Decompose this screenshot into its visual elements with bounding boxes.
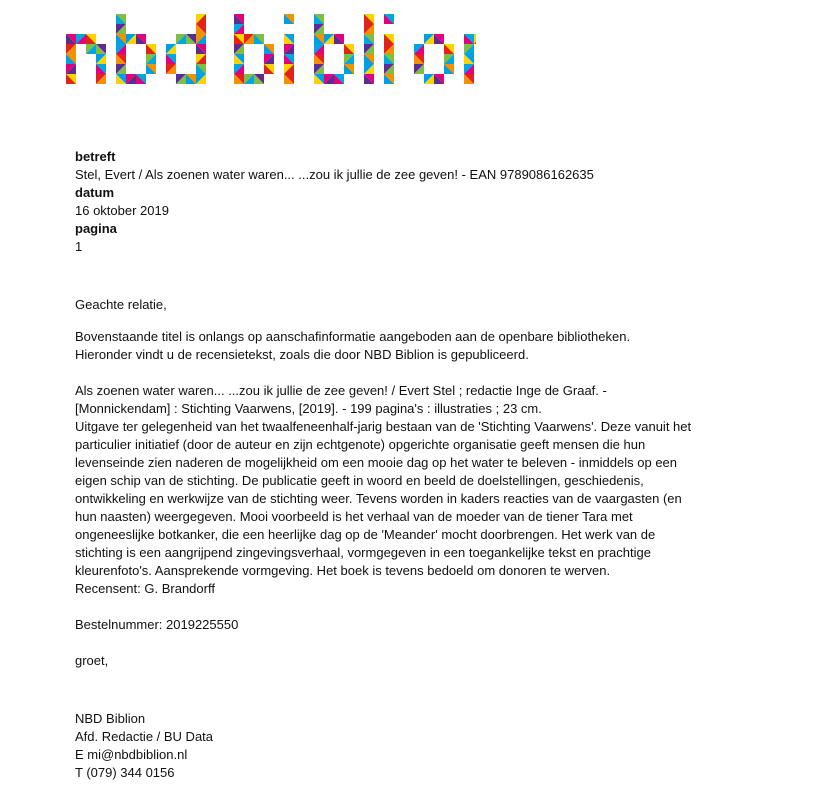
signature-department: Afd. Redactie / BU Data [75, 729, 214, 744]
review-line: eigen schip van de stichting. De publicatie geeft in woord en beeld de doelstellingen, geschiedenis, [75, 473, 644, 488]
review-line: Als zoenen water waren... ...zou ik jullie de zee geven! / Evert Stel ; redactie Inge de Graaf. - [75, 383, 607, 398]
closing: groet, [75, 653, 109, 668]
pagina-value: 1 [75, 239, 83, 254]
review-line: [Monnickendam] : Stichting Vaarwens, [2019]. - 199 pagina's : illustraties ; 23 cm. [75, 401, 542, 416]
review-line: kleurenfoto's. Aansprekende vormgeving. Het boek is tevens bedoeld om donoren te werven. [75, 563, 611, 578]
review-line: levenseinde zien naderen de mogelijkheid om een mooie dag op het water te beleven - inmiddels op een [75, 455, 678, 470]
datum-label: datum [75, 185, 114, 200]
nbd-biblion-logo [66, 14, 476, 86]
salutation: Geachte relatie, [75, 297, 167, 312]
pagina-label: pagina [75, 221, 117, 236]
logo-mosaic [66, 14, 476, 86]
intro-line: Bovenstaande titel is onlangs op aanschafinformatie aangeboden aan de openbare bibliotheken. [75, 329, 631, 344]
signature-company: NBD Biblion [75, 711, 146, 726]
reviewer: Recensent: G. Brandorff [75, 581, 215, 596]
review-line: particulier initiatief (door de auteur en zijn echtgenote) opgerichte organisatie geeft mensen die hun [75, 437, 646, 452]
intro-line: Hieronder vindt u de recensietekst, zoals die door NBD Biblion is gepubliceerd. [75, 347, 529, 362]
review-line: ongeneeslijke botkanker, die een heerlijke dag op de 'Meander' mocht doorbrengen. Het werk van de [75, 527, 656, 542]
signature-email[interactable]: E mi@nbdbiblion.nl [75, 747, 188, 762]
betreft-value: Stel, Evert / Als zoenen water waren... ...zou ik jullie de zee geven! - EAN 9789086162635 [75, 167, 594, 182]
review-line: hun naasten) weergegeven. Mooi voorbeeld is het verhaal van de moeder van de tiener Tara met [75, 509, 633, 524]
review-line: Uitgave ter gelegenheid van het twaalfeneenhalf-jarig bestaan van de 'Stichting Vaarwens'. Deze vanuit het [75, 419, 692, 434]
signature-block [75, 710, 775, 782]
order-number: Bestelnummer: 2019225550 [75, 617, 239, 632]
review-text [75, 382, 775, 598]
letter-body [75, 148, 775, 782]
review-line: ontwikkeling en werkwijze van de stichting weer. Tevens worden in kaders reacties van de vaargasten (en [75, 491, 682, 506]
betreft-label: betreft [75, 149, 116, 164]
signature-phone: T (079) 344 0156 [75, 765, 175, 780]
review-line: stichting is een aangrijpend zingevingsverhaal, vormgegeven in een toegankelijke tekst en prachtige [75, 545, 651, 560]
datum-value: 16 oktober 2019 [75, 203, 169, 218]
